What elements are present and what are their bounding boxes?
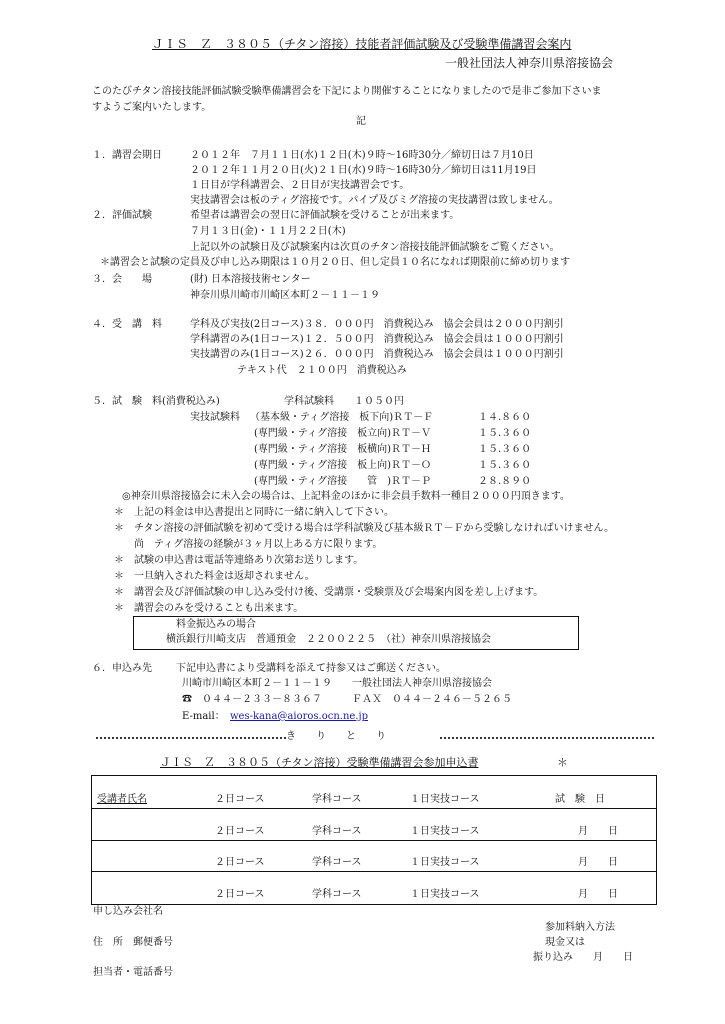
row-2-two-day[interactable]: ２日コース [215, 826, 265, 837]
section-4-label: ４．受 講 料 [92, 319, 162, 330]
note-3: 尚 ティグ溶接の経験が３ヶ月以上ある方に限ります。 [114, 539, 383, 550]
text-fee: テキスト代 ２１００円 消費税込み [237, 365, 407, 376]
exam-row-4-desc: (専門級・ティグ溶接 板上向)ＲＴ－Ｏ [254, 460, 432, 471]
written-exam-fee: 学科試験料 １０５０円 [284, 396, 404, 407]
exam-row-1-price: １４.８６０ [478, 412, 532, 423]
venue-address: 神奈川県川崎市川崎区本町２－１１－１９ [190, 290, 380, 301]
trainee-name-header: 受講者氏名 [97, 794, 147, 805]
section-1-label: １．講習会期日 [92, 150, 162, 161]
exam-row-5-price: ２８.８９０ [478, 476, 532, 487]
row-1-written[interactable]: 学科コース [312, 794, 362, 805]
section-1-line-2: ２０１２年１１月２０日(火)２１日(水)９時～16時30分／締切日は11月19日 [190, 165, 537, 176]
row-4-practical[interactable]: １日実技コース [410, 889, 480, 900]
table-row-divider [91, 840, 656, 841]
payment-cash: 現金又は [545, 937, 585, 948]
exam-row-4-price: １５.３６０ [478, 460, 532, 471]
bank-transfer-heading: 料金振込みの場合 [176, 619, 256, 630]
fee-line-1: 学科及び実技(2日コース)３８．０００円 消費税込み 協会会員は２０００円割引 [190, 319, 564, 330]
contact-tel-fax: ☎ ０４４－２３３－８３６７ ＦＡＸ ０４４－２４６－５２６５ [182, 694, 512, 705]
row-3-practical[interactable]: １日実技コース [410, 857, 480, 868]
table-row-divider [91, 871, 656, 872]
exam-row-2-desc: (専門級・ティグ溶接 板立向)ＲＴ－Ｖ [254, 428, 432, 439]
email-link[interactable]: wes-kana@aioros.ocn.ne.jp [230, 711, 368, 722]
row-2-written[interactable]: 学科コース [312, 826, 362, 837]
table-row-divider [91, 808, 656, 809]
application-address: 川崎市川崎区本町２－１１－１９ 一般社団法人神奈川県溶接協会 [182, 678, 492, 689]
row-4-exam-date[interactable]: 月 日 [578, 889, 618, 900]
section-1-line-1: ２０１２年 ７月１１日(水)１２日(木)９時～16時30分／締切日は７月10日 [190, 150, 534, 161]
row-3-exam-date[interactable]: 月 日 [578, 857, 618, 868]
email-label: E-mail： [182, 711, 225, 722]
exam-row-3-desc: (専門級・ティグ溶接 板横向)ＲＴ－Ｈ [254, 444, 432, 455]
section-5-label: ５．試 験 料(消費税込み) [92, 396, 220, 407]
form-star: ＊ [557, 756, 568, 769]
section-2-label: ２．評価試験 [92, 210, 152, 221]
row-4-two-day[interactable]: ２日コース [215, 889, 265, 900]
ki-mark: 記 [356, 116, 366, 127]
section-1-line-4: 実技講習会は板のティグ溶接です。パイプ及びミグ溶接の実技講習は致しません。 [190, 195, 559, 206]
practical-exam-label: 実技試験料 [190, 412, 240, 423]
row-2-exam-date[interactable]: 月 日 [578, 826, 618, 837]
row-1-practical[interactable]: １日実技コース [410, 794, 480, 805]
venue-name: (財) 日本溶接技術センター [190, 274, 311, 285]
payment-method-label: 参加料納入方法 [545, 922, 615, 933]
application-instruction: 下記申込書により受講料を添えて持参又はご郵送ください。 [176, 663, 446, 674]
intro-line-1: このたびチタン溶接技能評価試験受験準備講習会を下記により開催することになりましたので是非ご参加下さいま [92, 86, 602, 97]
organization-name: 一般社団法人神奈川県溶接協会 [445, 56, 614, 70]
non-member-note: ◎神奈川県溶接協会に未入会の場合は、上記料金のほかに非会員手数料一種目２０００円頂きます。 [122, 491, 570, 502]
section-2-line-1: 希望者は講習会の翌日に評価試験を受けることが出来ます。 [190, 210, 460, 221]
note-4: ＊ 試験の申込書は電話等連絡あり次第お送りします。 [114, 555, 364, 566]
form-title: ＪＩＳ Ｚ ３８０５（チタン溶接）受験準備講習会参加申込書 [160, 756, 479, 769]
intro-line-2: すようご案内いたします。 [92, 102, 212, 113]
row-3-two-day[interactable]: ２日コース [215, 857, 265, 868]
fee-line-2: 学科講習のみ(1日コース)１２．５００円 消費税込み 協会会員は１０００円割引 [190, 334, 564, 345]
section-2-line-3: 上記以外の試験日及び試験案内は次頁のチタン溶接技能評価試験をご覧ください。 [190, 242, 560, 253]
section-6-label: ６．申込み先 [92, 663, 152, 674]
contact-label: 担当者・電話番号 [93, 967, 173, 978]
note-1: ＊ 上記の料金は申込書提出と同時に一緒に納入して下さい。 [114, 507, 394, 518]
deadline-note: ＊講習会と試験の定員及び申し込み期限は１０月２０日、但し定員１０名になれば期限前に締め切ります [100, 257, 570, 268]
payment-transfer: 振り込み 月 日 [533, 952, 633, 963]
bank-account: 横浜銀行川崎支店 普通預金 ２２００２２５ （社）神奈川県溶接協会 [166, 634, 491, 645]
note-6: ＊ 講習会及び評価試験の申し込み受付け後、受講票・受験票及び会場案内図を差し上げます。 [114, 587, 544, 598]
exam-row-1-desc: （基本級・ティグ溶接 板下向)ＲＴ－Ｆ [250, 412, 434, 423]
row-1-two-day[interactable]: ２日コース [215, 794, 265, 805]
note-7: ＊ 講習会のみを受けることも出来ます。 [114, 603, 304, 614]
note-2: ＊ チタン溶接の評価試験を初めて受ける場合は学科試験及び基本級ＲＴ－Ｆから受験しなければいけません。 [114, 523, 615, 534]
exam-row-2-price: １５.３６０ [478, 428, 532, 439]
section-2-line-2: ７月１３日(金)・１１月２２日(木) [190, 226, 346, 237]
section-3-label: ３．会 場 [92, 274, 152, 285]
row-2-practical[interactable]: １日実技コース [410, 826, 480, 837]
note-5: ＊ 一旦納入された料金は返却されません。 [114, 571, 315, 582]
address-label: 住 所 郵便番号 [93, 937, 173, 948]
row-3-written[interactable]: 学科コース [312, 857, 362, 868]
exam-row-3-price: １５.３６０ [478, 444, 532, 455]
fee-line-3: 実技講習のみ(1日コース)２６．０００円 消費税込み 協会会員は１０００円割引 [190, 349, 564, 360]
row-4-written[interactable]: 学科コース [312, 889, 362, 900]
cut-line-label: き り と り [286, 731, 386, 742]
section-1-line-3: １日目が学科講習会、２日目が実技講習会です。 [190, 180, 410, 191]
page-title: ＪＩＳ Ｚ ３８０５（チタン溶接）技能者評価試験及び受験準備講習会案内 [152, 37, 572, 51]
cut-line-right [440, 737, 654, 739]
exam-row-5-desc: (専門級・ティグ溶接 管 )ＲＴ－Ｐ [254, 476, 432, 487]
row-1-exam-date: 試 験 日 [555, 794, 605, 805]
company-name-label: 申し込み会社名 [93, 906, 163, 917]
cut-line-left [96, 737, 286, 739]
